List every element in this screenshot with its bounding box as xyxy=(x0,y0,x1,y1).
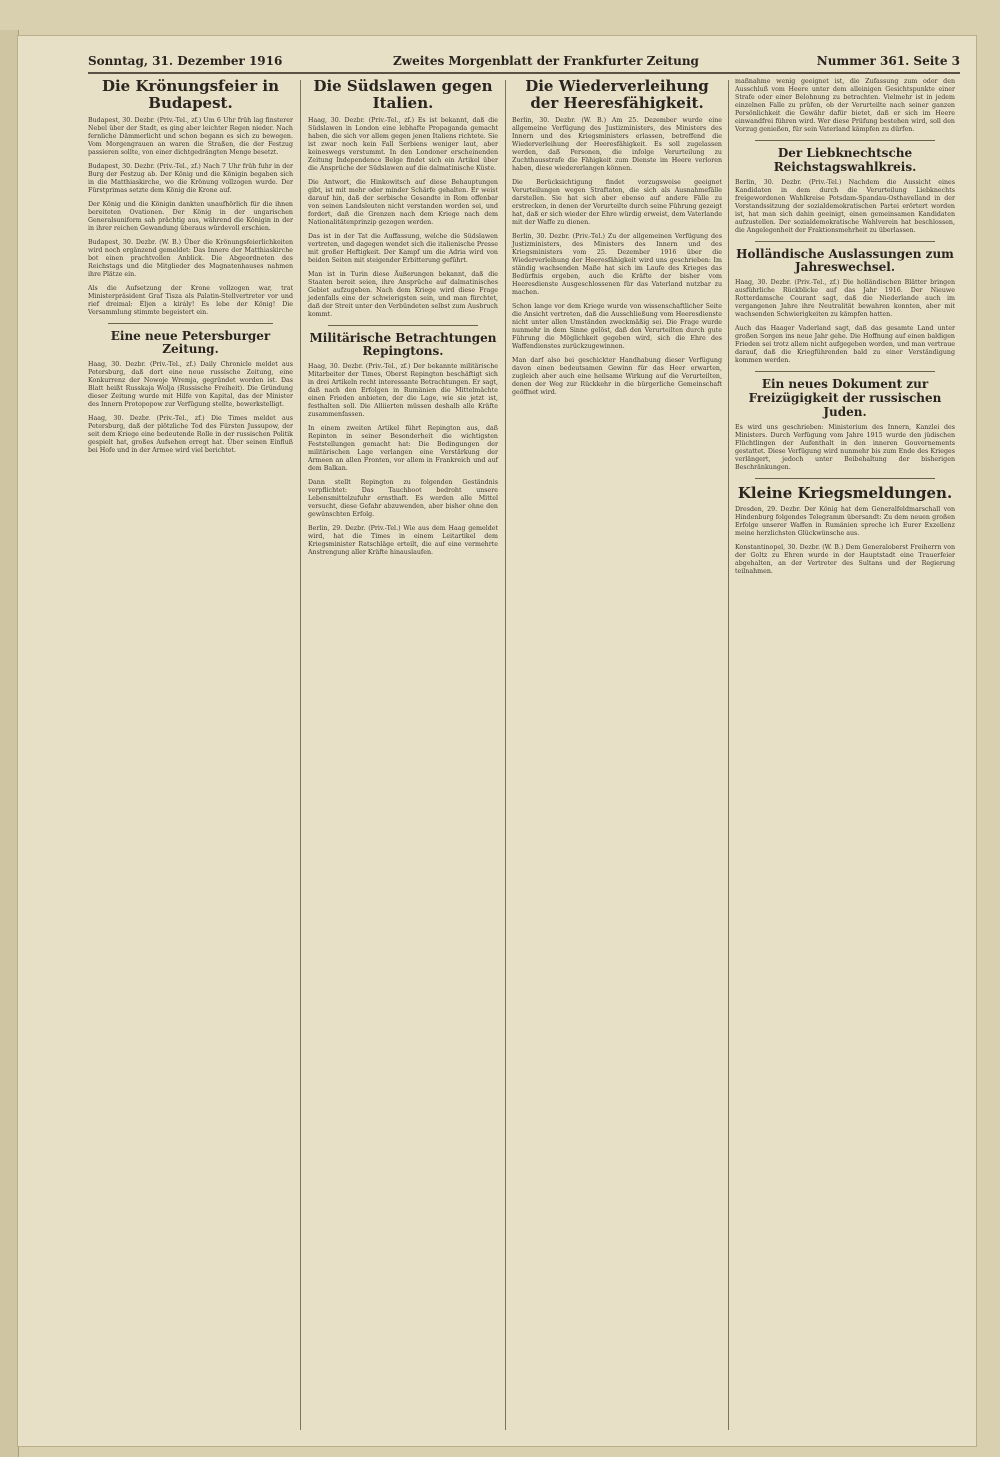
article-separator xyxy=(755,241,935,242)
article-paragraph: Budapest, 30. Dezbr. (Priv.-Tel., zf.) Nach 7 Uhr früh fuhr in der Burg der Festzug ab. Der König und die Königin begaben sich in die Matthiaskirche, wo die Krönung vollzogen wurde. Der Fürstprimas setzte dem König die Krone auf. xyxy=(88,162,293,194)
article-headline: Eine neue Petersburger Zeitung. xyxy=(110,328,271,357)
article-headline: Kleine Kriegsmeldungen. xyxy=(737,483,953,502)
article xyxy=(308,78,498,319)
article xyxy=(512,78,722,397)
article xyxy=(735,147,955,235)
article-paragraph: Berlin, 29. Dezbr. (Priv.-Tel.) Wie aus dem Haag gemeldet wird, hat die Times in einem Leitartikel dem Kriegsminister Ratschläge erteilt, die auf eine vermehrte Anstrengung aller Kräfte hinauslaufen. xyxy=(308,525,498,557)
article xyxy=(88,78,293,317)
article-paragraph: Das ist in der Tat die Auffassung, welche die Südslawen vertreten, und dagegen wendet sich die italienische Presse mit großer Heftigkeit. Der Kampf um die Adria wird von beiden Seiten mit steigender Erbitterung geführt. xyxy=(308,232,498,264)
article-paragraph: maßnahme wenig geeignet ist, die Zufassung zum oder den Ausschluß vom Heere unter dem alleinigen Gesichtspunkte einer Strafe oder einer Belohnung zu betrachten. Vielmehr ist in jedem einzelnen Falle zu prüfen, ob der Verurteilte nach seiner ganzen Persönlichkeit die Gewähr dafür bietet, daß er sich im Heere einwandfrei führen wird. Wer diese Prüfung bestehen wird, soll den Vorzug genießen, für sein Vaterland kämpfen zu dürfen. xyxy=(735,78,955,133)
article-separator xyxy=(328,325,478,326)
article-separator xyxy=(755,140,935,141)
article-paragraph: Haag, 30. Dezbr. (Priv.-Tel., zf.) Die Times meldet aus Petersburg, daß der plötzliche Tod des Fürsten Jussupow, der seit dem Kriege eine bedeutende Rolle in der russischen Politik gespielt hat, großes Aufsehen erregt hat. Über seinen Einfluß bei Hofe und in der Armee wird viel berichtet. xyxy=(88,415,293,455)
article-paragraph: Es wird uns geschrieben: Ministerium des Innern, Kanzlei des Ministers. Durch Verfügung vom Jahre 1915 wurde den jüdischen Flüchtlingen der Aufenthalt in den inneren Gouvernements gestattet. Diese Verfügung wird nunmehr bis zum Ende des Krieges verlängert, jedoch unter Beibehaltung der bisherigen Beschränkungen. xyxy=(735,423,955,471)
article-separator xyxy=(755,371,935,372)
column-1 xyxy=(88,78,293,461)
article-headline: Die Krönungsfeier in Budapest. xyxy=(101,77,280,113)
article xyxy=(735,78,955,134)
article-separator xyxy=(755,478,935,479)
issue-date: Sonntag, 31. Dezember 1916 xyxy=(88,54,283,68)
issue-number: Nummer 361. Seite 3 xyxy=(816,54,960,68)
column-rule xyxy=(728,80,729,1430)
article-paragraph: In einem zweiten Artikel führt Repington aus, daß Repinton in seiner Besonderheit die wichtigsten Feststellungen gemacht hat: Die Bedingungen der militärischen Lage verlangen eine Verstärkung der Armeen an allen Fronten, vor allem in Frankreich und auf dem Balkan. xyxy=(308,425,498,473)
article-paragraph: Haag, 30. Dezbr. (Priv.-Tel., zf.) Der bekannte militärische Mitarbeiter der Times, Oberst Repington beschäftigt sich in drei Artikeln recht interessante Betrachtungen. Er sagt, daß nach den Erfolgen in Rumänien die Mittelmächte einen Frieden anbieten, der die Lage, wie sie jetzt ist, festhalten soll. Die Alliierten müssen deshalb alle Kräfte zusammenfassen. xyxy=(308,363,498,419)
article xyxy=(308,332,498,558)
column-4 xyxy=(735,78,955,582)
article xyxy=(88,330,293,456)
article-paragraph: Dresden, 29. Dezbr. Der König hat dem Generalfeldmarschall von Hindenburg folgendes Telegramm übersandt: Zu dem neuen großen Erfolge unserer Waffen in Rumänien spreche ich Eurer Exzellenz meine herzlichsten Glückwünsche aus. xyxy=(735,505,955,537)
article xyxy=(735,378,955,471)
article-paragraph: Budapest, 30. Dezbr. (Priv.-Tel., zf.) Um 6 Uhr früh lag finsterer Nebel über der Stadt, es ging aber leichter Regen nieder. Nach fernliche Dämmerlicht und schon begann es sich zu bewegen. Vom Morgengrauen an waren die Straßen, die der Festzug passieren sollte, von einer dichtgedrängten Menge besetzt. xyxy=(88,116,293,156)
article-headline: Die Wiederverleihung der Heeresfähigkeit. xyxy=(525,77,709,113)
article-paragraph: Als die Aufsetzung der Krone vollzogen war, trat Ministerpräsident Graf Tisza als Palatin-Stellvertreter vor und rief dreimal: Éljen a király! Es lebe der König! Die Versammlung stimmte begeistert ein. xyxy=(88,284,293,316)
article-paragraph: Schon lange vor dem Kriege wurde von wissenschaftlicher Seite die Ansicht vertreten, daß die Ausschließung vom Heeresdienste nicht unter allen Umständen zweckmäßig sei. Die Frage wurde nunmehr in dem Sinne gelöst, daß den Verurteilten durch gute Führung die Möglichkeit gegeben wird, sich die Ehre des Waffendienstes zurückzugewinnen. xyxy=(512,302,722,350)
column-rule xyxy=(505,80,506,1430)
article-paragraph: Dann stellt Repington zu folgenden Geständnis verpflichtet: Das Tauchboot bedroht unsere Lebensmittelzufuhr ernsthaft. Es werden alle Mittel versucht, diese Gefahr abzuwenden, aber bisher ohne den gewünschten Erfolg. xyxy=(308,479,498,519)
article-paragraph: Man ist in Turin diese Äußerungen bekannt, daß die Staaten bereit seien, ihre Ansprüche auf dalmatinisches Gebiet aufzugeben. Nach dem Kriege wird diese Frage jedenfalls eine der schwierigsten sein, und man fürchtet, daß der Streit unter den Verbündeten selbst zum Ausbruch kommt. xyxy=(308,270,498,318)
edition-title: Zweites Morgenblatt der Frankfurter Zeitung xyxy=(393,54,699,68)
article-paragraph: Haag, 30. Dezbr. (Priv.-Tel., zf.) Es ist bekannt, daß die Südslawen in London eine lebhafte Propaganda gemacht haben, die sich vor allem gegen jenen Italiens richtete. Sie ist zwar noch kein Fall Serbiens weniger laut, aber keineswegs verstummt. In den Londoner erscheinenden Zeitung Independence Belge findet sich ein Artikel über die Ansprüche der Südslawen auf die dalmatinische Küste. xyxy=(308,116,498,172)
article-paragraph: Die Berücksichtigung findet vorzugsweise geeignet Verurteilungen wegen Straftaten, die sich als Ausnahmefälle darstellen. Sie hat sich aber ebenso auf andere Fälle zu erstrecken, in denen der Verurteilte durch seine Führung gezeigt hat, daß er sich wieder der Ehre würdig erweist, dem Vaterlande mit der Waffe zu dienen. xyxy=(512,178,722,226)
article-headline: Die Südslawen gegen Italien. xyxy=(313,77,493,113)
article-paragraph: Man darf also bei geschickter Handhabung dieser Verfügung davon einen bedeutsamen Gewinn für das Heer erwarten, zugleich aber auch eine heilsame Wirkung auf die Verurteilten, denen der Weg zur Rückkehr in die bürgerliche Gemeinschaft geöffnet wird. xyxy=(512,356,722,396)
page-header xyxy=(88,52,960,74)
column-rule xyxy=(300,80,301,1430)
article-paragraph: Die Antwort, die Hinkowitsch auf diese Behauptungen gibt, ist mit mehr oder minder Schärfe gehalten. Er weist darauf hin, daß der serbische Gesandte in Rom offenbar von seinen Landsleuten nicht verstanden worden sei, und fordert, daß die Grenzen nach dem Kriege nach dem Nationalitätenprinzip gezogen werden. xyxy=(308,178,498,226)
article-paragraph: Berlin, 30. Dezbr. (Priv.-Tel.) Zu der allgemeinen Verfügung des Justizministers, des Ministers des Innern und des Kriegsministers vom 25. Dezember 1916 über die Wiederverleihung der Heeresfähigkeit wird uns geschrieben: Im ständig wachsenden Maße hat sich im Laufe des Krieges das Bedürfnis ergeben, auch die Kräfte der bisher vom Heeresdienste Ausgeschlossenen für das Vaterland nutzbar zu machen. xyxy=(512,232,722,296)
article-headline: Ein neues Dokument zur Freizügigkeit der russischen Juden. xyxy=(748,377,942,419)
article-paragraph: Der König und die Königin dankten unaufhörlich für die ihnen bereiteten Ovationen. Der König in der ungarischen Generalsuniform sah prächtig aus, während die Königin in der in ihrer reichen Gewandung überaus würdevoll erschien. xyxy=(88,200,293,232)
article-headline: Der Liebknechtsche Reichstagswahlkreis. xyxy=(773,146,917,174)
article-headline: Holländische Auslassungen zum Jahreswechsel. xyxy=(736,246,954,275)
column-2 xyxy=(308,78,498,563)
article xyxy=(735,485,955,576)
adjacent-page-edge xyxy=(0,30,19,1457)
article xyxy=(735,248,955,366)
article-paragraph: Budapest, 30. Dezbr. (W. B.) Über die Krönungsfeierlichkeiten wird noch ergänzend gemeldet: Das Innere der Matthiaskirche bot einen prachtvollen Anblick. Die Abgeordneten des Reichstags und die Mitglieder des Magnatenhauses nahmen ihre Plätze ein. xyxy=(88,238,293,278)
article-paragraph: Berlin, 30. Dezbr. (Priv.-Tel.) Nachdem die Aussicht eines Kandidaten in dem durch die Verurteilung Liebknechts freigewordenen Wahlkreise Potsdam-Spandau-Osthavelland in der Vorstandssitzung der sozialdemokratischen Partei erörtert worden ist, hat man sich dahin geeinigt, einen gemeinsamen Kandidaten aufzustellen. Der sozialdemokratische Wahlverein hat beschlossen, die Angelegenheit der Fraktionsmehrheit zu überlassen. xyxy=(735,178,955,234)
article-paragraph: Haag, 30. Dezbr. (Priv.-Tel., zf.) Die holländischen Blätter bringen ausführliche Rückblicke auf das Jahr 1916. Der Nieuwe Rotterdamsche Courant sagt, daß die Niederlande auch im vergangenen Jahre ihre Neutralität bewahren konnten, aber mit wachsenden Schwierigkeiten zu kämpfen hatten. xyxy=(735,279,955,319)
article-paragraph: Haag, 30. Dezbr. (Priv.-Tel., zf.) Daily Chronicle meldet aus Petersburg, daß dort eine neue russische Zeitung, eine Konkurrenz der Nowoje Wremja, gegründet worden ist. Das Blatt heißt Russkaja Wolja (Russische Freiheit). Die Gründung dieser Zeitung wurde mit Hilfe von Kapital, das der Minister des Innern Protopopow zur Verfügung stellte, bewerkstelligt. xyxy=(88,361,293,409)
article-paragraph: Konstantinopel, 30. Dezbr. (W. B.) Dem Generaloberst Freiherrn von der Goltz zu Ehren wurde in der Hauptstadt eine Trauerfeier abgehalten, an der Vertreter des Sultans und der Regierung teilnahmen. xyxy=(735,543,955,575)
article-paragraph: Auch das Haager Vaderland sagt, daß das gesamte Land unter großen Sorgen ins neue Jahr gehe. Die Hoffnung auf einen baldigen Frieden sei trotz allem nicht aufgegeben worden, und man vertraue darauf, daß die Kriegführenden bald zu einer Verständigung kommen werden. xyxy=(735,325,955,365)
article-headline: Militärische Betrachtungen Repingtons. xyxy=(309,330,497,359)
article-separator xyxy=(108,323,273,324)
column-3 xyxy=(512,78,722,403)
article-paragraph: Berlin, 30. Dezbr. (W. B.) Am 25. Dezember wurde eine allgemeine Verfügung des Justizministers, des Ministers des Innern und des Kriegsministers erlassen, betreffend die Wiederverleihung der Heeresfähigkeit. Es soll zugelassen werden, daß Personen, die infolge Verurteilung zu Zuchthausstrafe die Fähigkeit zum Dienste im Heere verloren haben, diese wiedererlangen können. xyxy=(512,116,722,172)
